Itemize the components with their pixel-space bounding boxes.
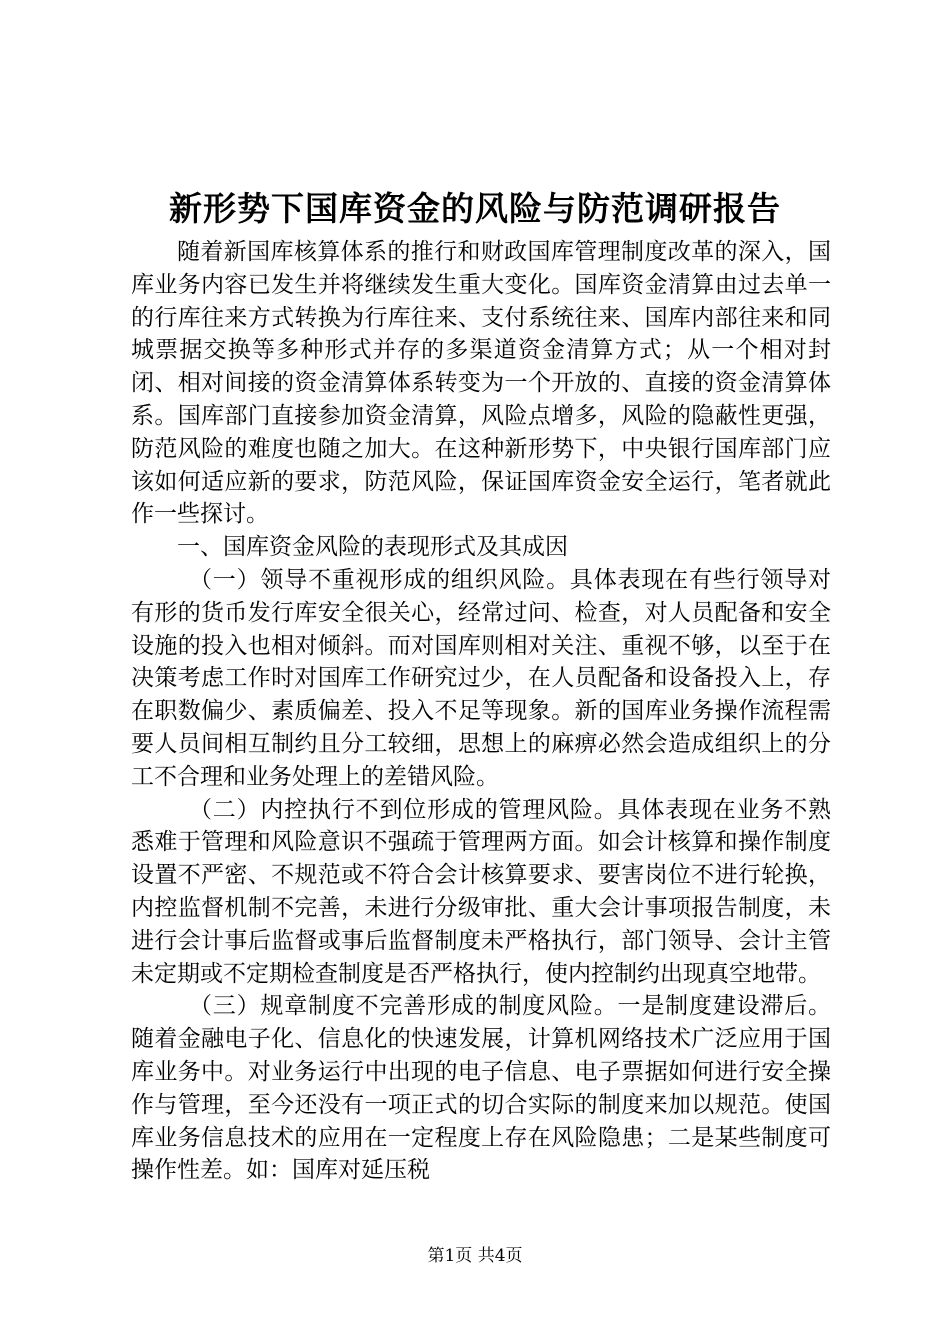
paragraph-management-risk: （二）内控执行不到位形成的管理风险。具体表现在业务不熟悉难于管理和风险意识不强疏于管理两方面。如会计核算和操作制度设置不严密、不规范或不符合会计核算要求、要害岗位不进行轮换，内控监督机制不完善，未进行分级审批、重大会计事项报告制度，未进行会计事后监督或事后监督制度未严格执行，部门领导、会计主管未定期或不定期检查制度是否严格执行，使内控制约出现真空地带。 <box>131 796 831 987</box>
page-footer: 第1页 共4页 <box>427 1246 523 1266</box>
paragraph-intro: 随着新国库核算体系的推行和财政国库管理制度改革的深入，国库业务内容已发生并将继续发生重大变化。国库资金清算由过去单一的行库往来方式转换为行库往来、支付系统往来、国库内部往来和同城票据交换等多种形式并存的多渠道资金清算方式；从一个相对封闭、相对间接的资金清算体系转变为一个开放的、直接的资金清算体系。国库部门直接参加资金清算，风险点增多，风险的隐蔽性更强，防范风险的难度也随之加大。在这种新形势下，中央银行国库部门应该如何适应新的要求，防范风险，保证国库资金安全运行，笔者就此作一些探讨。 <box>131 239 831 528</box>
paragraph-organizational-risk: （一）领导不重视形成的组织风险。具体表现在有些行领导对有形的货币发行库安全很关心，经常过问、检查，对人员配备和安全设施的投入也相对倾斜。而对国库则相对关注、重视不够，以至于在决策考虑工作时对国库工作研究过少，在人员配备和设备投入上，存在职数偏少、素质偏差、投入不足等现象。新的国库业务操作流程需要人员间相互制约且分工较细，思想上的麻痹必然会造成组织上的分工不合理和业务处理上的差错风险。 <box>131 566 831 790</box>
document-title: 新形势下国库资金的风险与防范调研报告 <box>169 189 781 228</box>
paragraph-institutional-risk: （三）规章制度不完善形成的制度风险。一是制度建设滞后。随着金融电子化、信息化的快速发展，计算机网络技术广泛应用于国库业务中。对业务运行中出现的电子信息、电子票据如何进行安全操作与管理，至今还没有一项正式的切合实际的制度来加以规范。使国库业务信息技术的应用在一定程度上存在风险隐患；二是某些制度可操作性差。如：国库对延压税 <box>131 993 831 1184</box>
document-body <box>131 236 831 1187</box>
section-heading: 一、国库资金风险的表现形式及其成因 <box>177 534 568 561</box>
